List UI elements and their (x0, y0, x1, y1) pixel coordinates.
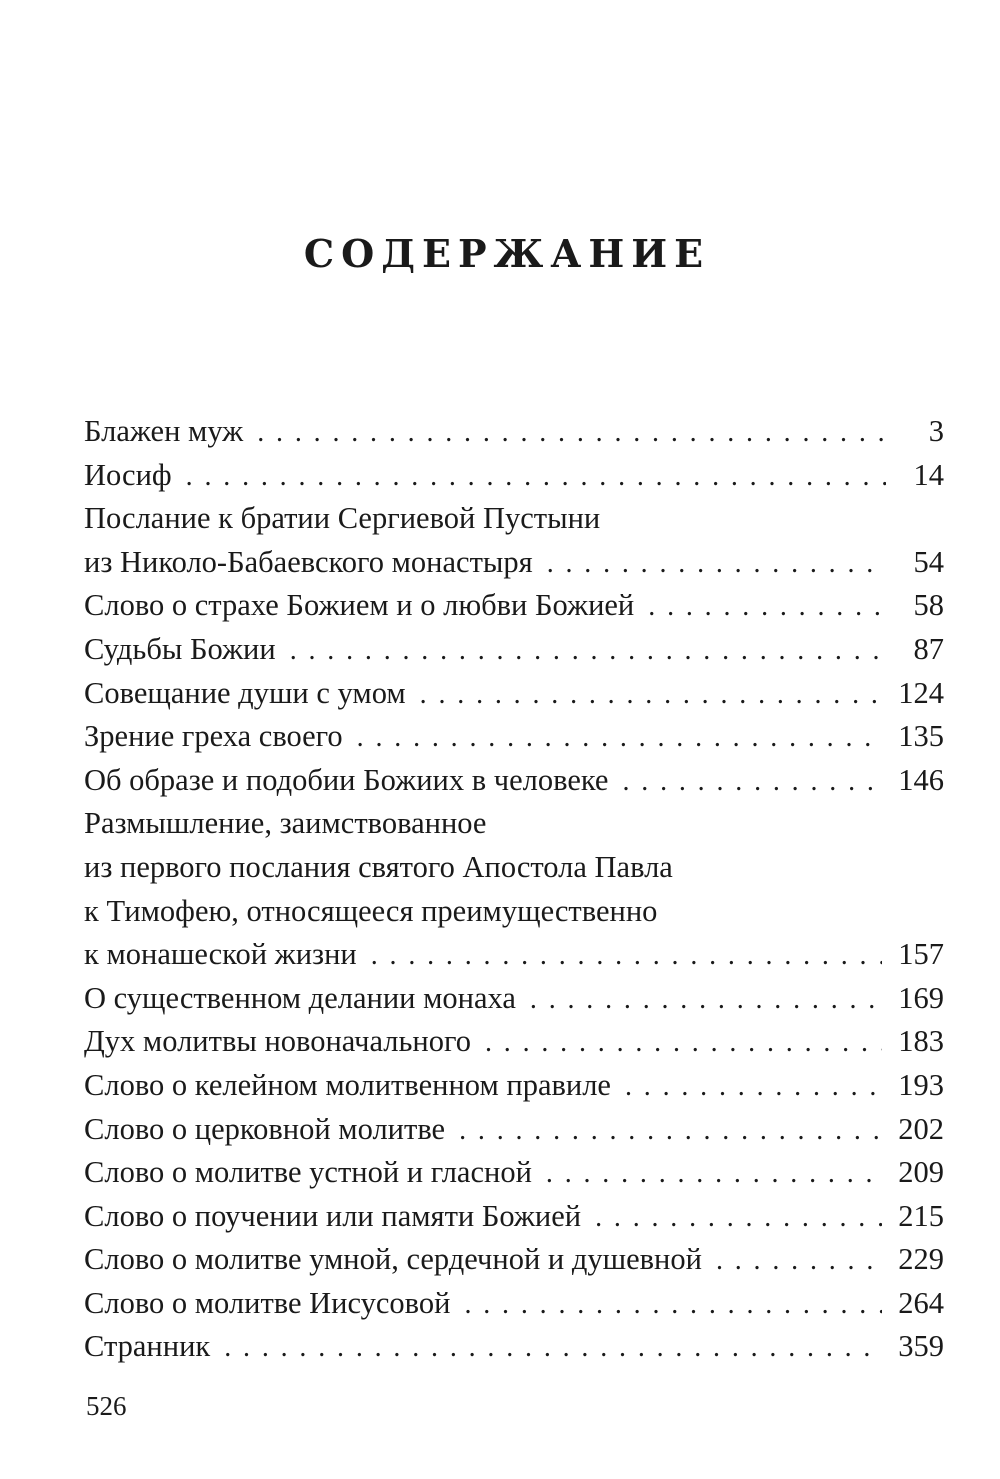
toc-entry-title: Слово о церковной молитве (84, 1111, 446, 1146)
toc-entry-page: 209 (898, 1155, 944, 1190)
toc-entry-line (84, 541, 944, 585)
toc-entry-title: О существенном делании монаха (84, 980, 516, 1015)
toc-entry-page: 124 (898, 675, 944, 710)
toc-entry (84, 454, 944, 498)
toc-entry-page: 58 (913, 588, 944, 623)
toc-entry (84, 1151, 944, 1195)
toc-entry (84, 977, 944, 1021)
toc-entry-page: 3 (928, 414, 944, 448)
toc-entry-line (84, 1151, 944, 1195)
toc-entry-line (84, 1325, 944, 1369)
toc-entry-title: Об образе и подобии Божиих в человеке (84, 762, 609, 797)
toc-entry (84, 410, 944, 454)
toc-entry-page: 135 (898, 719, 944, 754)
toc-entry-title: Зрение греха своего (84, 719, 343, 754)
dot-leader (530, 978, 882, 1022)
toc-entry-title: Размышление, заимствованное (84, 806, 487, 841)
dot-leader (186, 455, 886, 499)
toc-entry (84, 759, 944, 803)
dot-leader (546, 1152, 882, 1196)
dot-leader (459, 1109, 882, 1153)
toc-entry-title: к Тимофею, относящееся преимущественно (84, 893, 658, 928)
toc-entry (84, 802, 944, 976)
dot-leader (485, 1021, 882, 1065)
toc-entry-page: 157 (898, 937, 944, 972)
dot-leader (357, 716, 883, 760)
page-title: СОДЕРЖАНИЕ (303, 231, 711, 277)
toc-entry-title: Слово о молитве умной, сердечной и душевной (84, 1242, 702, 1277)
toc-entry-page: 359 (898, 1329, 944, 1364)
dot-leader (622, 760, 882, 804)
toc-entry (84, 672, 944, 716)
toc-entry-page: 14 (913, 457, 944, 492)
toc-entry-title: Слово о молитве Иисусовой (84, 1285, 451, 1320)
dot-leader (547, 542, 886, 586)
toc-entry-title: Странник (84, 1329, 211, 1364)
toc-entry (84, 497, 944, 584)
toc-entry-line (84, 628, 944, 672)
toc-entry-page: 264 (898, 1285, 944, 1320)
toc-entry (84, 1195, 944, 1239)
toc-entry-title: Послание к братии Сергиевой Пустыни (84, 501, 601, 536)
toc-entry-line (84, 715, 944, 759)
toc-entry-page: 169 (898, 980, 944, 1015)
toc-entry (84, 1064, 944, 1108)
toc-entry-page: 215 (898, 1198, 944, 1233)
toc-entry-title: Иосиф (84, 457, 172, 492)
dot-leader (290, 629, 886, 673)
toc-entry-line (84, 1064, 944, 1108)
toc-entry-line (84, 802, 944, 846)
toc-entry-title: из Николо-Бабаевского монастыря (84, 544, 533, 579)
toc-entry-line (84, 497, 944, 541)
toc-entry-page: 54 (913, 544, 944, 579)
toc-entry (84, 1108, 944, 1152)
toc-entry (84, 584, 944, 628)
toc-entry-title: из первого послания святого Апостола Павла (84, 849, 673, 884)
toc-entry (84, 628, 944, 672)
toc-entry (84, 715, 944, 759)
toc-entry-title: Слово о поучении или памяти Божией (84, 1198, 582, 1233)
dot-leader (625, 1065, 882, 1109)
page-number-folio: 526 (86, 1391, 127, 1421)
toc-entry-line (84, 1195, 944, 1239)
toc-entry-line (84, 454, 944, 498)
toc-entry-line (84, 1020, 944, 1064)
toc-entry-title: Дух молитвы новоначального (84, 1024, 471, 1059)
dot-leader (420, 673, 883, 717)
toc-entry (84, 1325, 944, 1369)
toc-entry-line (84, 410, 944, 454)
toc-entry-line (84, 1108, 944, 1152)
toc-entry-line (84, 672, 944, 716)
dot-leader (595, 1196, 882, 1240)
toc-entry-title: к монашеской жизни (84, 937, 357, 972)
toc-entry-title: Слово о келейном молитвенном правиле (84, 1067, 611, 1102)
toc-entry-page: 87 (913, 631, 944, 666)
toc-entry (84, 1282, 944, 1326)
toc-entry-title: Слово о страхе Божием и о любви Божией (84, 588, 635, 623)
toc-entry-title: Блажен муж (84, 414, 244, 448)
toc-entry-line (84, 846, 944, 890)
dot-leader (648, 585, 886, 629)
dot-leader (716, 1239, 882, 1283)
toc-entry-line (84, 1282, 944, 1326)
toc-entry-page: 146 (898, 762, 944, 797)
toc-entry (84, 1020, 944, 1064)
toc-entry-line (84, 890, 944, 934)
toc-entry-page: 183 (898, 1024, 944, 1059)
toc-entry-line (84, 933, 944, 977)
dot-leader (464, 1283, 882, 1327)
dot-leader (224, 1326, 882, 1370)
toc-entry-line (84, 759, 944, 803)
toc-entry-line (84, 584, 944, 628)
toc-entry (84, 1238, 944, 1282)
dot-leader (371, 934, 883, 978)
toc-entry-title: Судьбы Божии (84, 631, 276, 666)
toc-entry-page: 193 (898, 1067, 944, 1102)
toc-entry-line (84, 1238, 944, 1282)
toc-entry-line (84, 977, 944, 1021)
toc-entry-page: 202 (898, 1111, 944, 1146)
toc-entry-title: Совещание души с умом (84, 675, 406, 710)
toc-entry-page: 229 (898, 1242, 944, 1277)
toc-entry-title: Слово о молитве устной и гласной (84, 1155, 532, 1190)
table-of-contents (84, 410, 944, 1369)
dot-leader (257, 411, 886, 455)
